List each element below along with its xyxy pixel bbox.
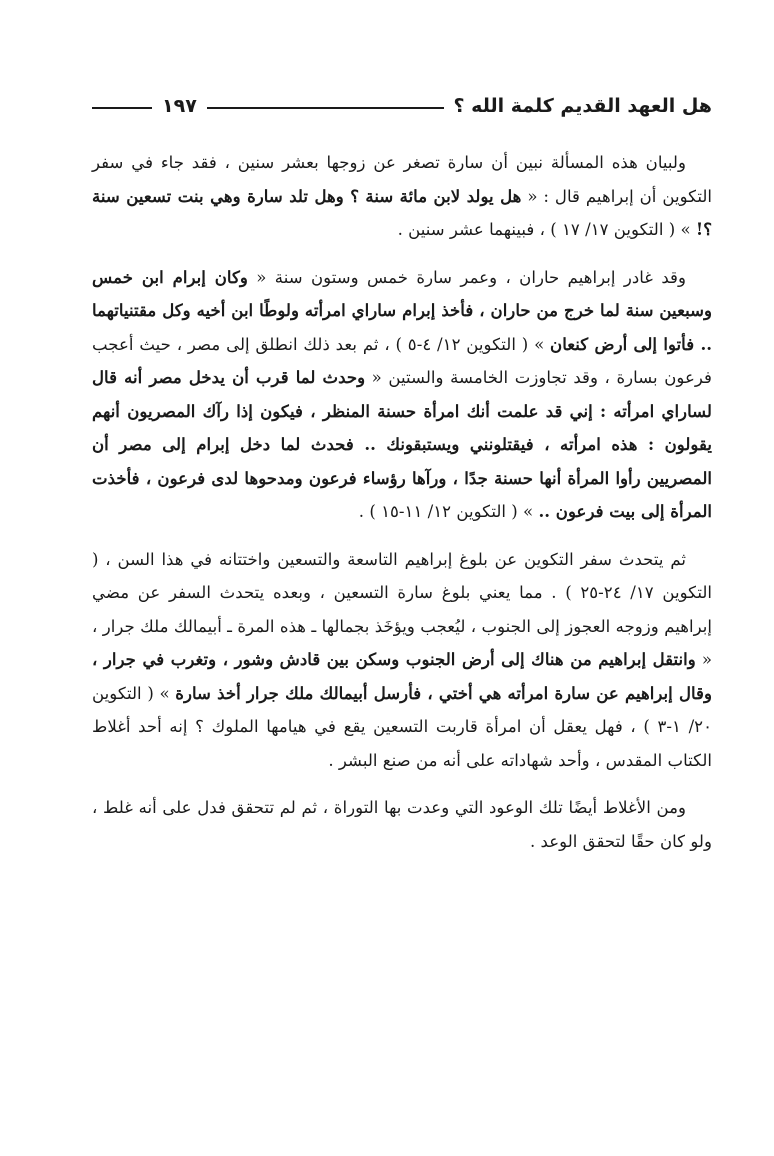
page-number: ١٩٧ (162, 95, 197, 117)
running-header-title: هل العهد القديم كلمة الله ؟ (453, 95, 712, 117)
paragraph-1-text-2: » ( التكوين ١٧/ ١٧ ) ، فبينهما عشر سنين . (397, 220, 696, 239)
paragraph-1-text-1: ولبيان هذه المسألة نبين أن سارة تصغر عن زوجها بعشر سنين ، فقد جاء في سفر التكوين أن إبراهيم قال : « (92, 153, 712, 206)
paragraph-3-quote: وانتقل إبراهيم من هناك إلى أرض الجنوب وسكن بين قادش وشور ، وتغرب في جرار ، وقال إبراهيم عن سارة امرأته هي أختي ، فأرسل أبيمالك ملك جرار أخذ سارة (92, 649, 712, 703)
header-rule-long (207, 107, 444, 109)
paragraph-2-text-3: » ( التكوين ١٢/ ١١-١٥ ) . (358, 502, 539, 521)
book-page (92, 86, 712, 872)
paragraph-2-text-2: » ( التكوين ١٢/ ٤-٥ ) ، ثم بعد ذلك انطلق إلى مصر ، حيث أعجب فرعون بسارة ، وقد تجاوزت الخامسة والستين « (92, 334, 712, 387)
paragraph-4-text-1: ومن الأغلاط أيضًا تلك الوعود التي وعدت بها التوراة ، ثم لم تتحقق فدل على أنه غلط ، ولو كان حقًا لتحقق الوعد . (92, 798, 712, 851)
paragraph-3 (92, 543, 712, 778)
paragraph-2 (92, 261, 712, 529)
body-text (92, 146, 712, 858)
paragraph-1 (92, 146, 712, 247)
paragraph-3-text-2: » ( التكوين ٢٠/ ١-٣ ) ، فهل يعقل أن امرأة قاربت التسعين يقع في هيامها الملوك ؟ إنه أحد أغلاط الكتاب المقدس ، وأحد شهاداته على أنه من صنع البشر . (92, 683, 712, 770)
header-rule-short (92, 107, 152, 109)
paragraph-4 (92, 791, 712, 858)
paragraph-3-text-1: ثم يتحدث سفر التكوين عن بلوغ إبراهيم التاسعة والتسعين واختتانه في هذا السن ، ( التكوين ١٧/ ٢٤-٢٥ ) . مما يعني بلوغ سارة التسعين ، وبعده يتحدث السفر عن مضي إبراهيم وزوجه العجوز إلى الجنوب ، ليُعجب ويؤخَذ بجمالها ـ هذه المرة ـ أبيمالك ملك جرار ، « (92, 549, 712, 669)
paragraph-2-quote-1: وكان إبرام ابن خمس وسبعين سنة لما خرج من حاران ، فأخذ إبرام ساراي امرأته ولوطًا ابن أخيه وكل مقتنياتهما .. فأتوا إلى أرض كنعان (92, 266, 713, 354)
paragraph-2-text-1: وقد غادر إبراهيم حاران ، وعمر سارة خمس وستون سنة « (247, 267, 686, 287)
paragraph-1-quote: هل يولد لابن مائة سنة ؟ وهل تلد سارة وهي بنت تسعين سنة ؟! (92, 185, 712, 239)
paragraph-2-quote-2: وحدث لما قرب أن يدخل مصر أنه قال لساراي امرأته : إني قد علمت أنك امرأة حسنة المنظر ، فيكون إذا رآك المصريون أنهم يقولون : هذه امرأته ، فيقتلونني ويستبقونك .. فحدث لما دخل إبرام إلى مصر أن المصريين رأوا المرأة أنها حسنة جدًا ، ورآها رؤساء فرعون ومدحوها لدى فرعون ، فأخذت المرأة إلى بيت فرعون .. (92, 367, 712, 521)
running-header (92, 86, 712, 126)
